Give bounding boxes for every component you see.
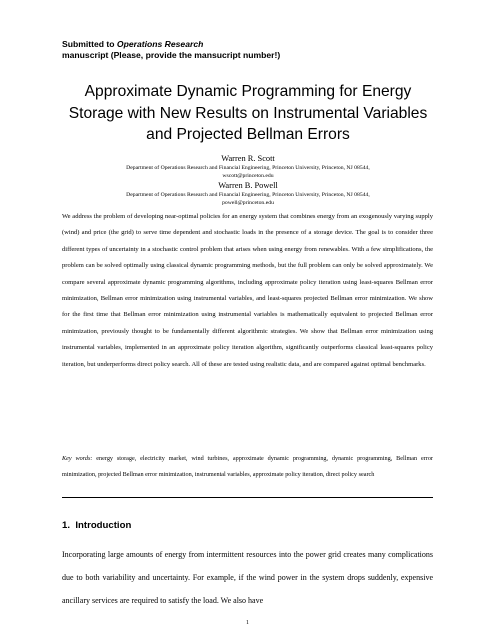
page-number: 1 [246, 620, 249, 626]
body-paragraph: Incorporating large amounts of energy from intermittent resources into the power grid creates many complications due to both variability and uncertainty. For example, if the wind power in the system drops suddenly, expensive ancillary services are required to satisfy the load. We also have [62, 550, 433, 606]
author-affiliation: Department of Operations Research and Financial Engineering, Princeton University, Princeton, NJ 08544, [126, 165, 370, 171]
author-email: wscott@princeton.edu [222, 173, 274, 179]
author-affiliation: Department of Operations Research and Financial Engineering, Princeton University, Princeton, NJ 08544, [126, 192, 370, 198]
manuscript-number-line: manuscript (Please, provide the mansucript number!) [62, 50, 281, 60]
submitted-line [62, 39, 280, 50]
journal-name: Operations Research [116, 39, 204, 49]
author-name: Warren R. Scott [221, 154, 275, 163]
section-title: Introduction [75, 520, 132, 531]
section-number: 1. [62, 520, 71, 531]
author-block-2 [40, 180, 456, 207]
divider-rule [62, 497, 433, 498]
abstract: We address the problem of developing near-optimal policies for an energy system that combines energy from an exogenously varying supply (wind) and price (the grid) to serve time dependent and stochastic loads in the presence of a storage device. The goal is to consider three different types of uncertainty in a stochastic control problem that arises when using energy from renewables. With a few simplifications, the problem can be solved optimally using classical dynamic programming methods, but the full problem can only be solved approximately. We compare several approximate dynamic programming algorithms, including approximate policy iteration using least-squares Bellman error minimization, Bellman error minimization using instrumental variables, and least-squares projected Bellman error minimization. We show for the first time that Bellman error minimization using instrumental variables is mathematically equivalent to projected Bellman error minimization, previously thought to be fundamentally different algorithmic strategies. We show that Bellman error minimization using instrumental variables, implemented in an approximate policy iteration algorithm, significantly outperforms classical least-squares policy iteration, but underperforms direct policy search. All of these are tested using realistic data, and are compared against optimal benchmarks. [62, 213, 433, 368]
keywords: Key words: energy storage, electricity market, wind turbines, approximate dynamic programming, dynamic programming, Bellman error minimization, projected Bellman error minimization, instrumental variables, approximate policy iteration, direct policy search [62, 455, 433, 479]
author-name: Warren B. Powell [218, 181, 278, 190]
submitted-prefix: Submitted to [62, 39, 117, 49]
author-block-1 [40, 153, 456, 180]
author-email: powell@princeton.edu [222, 200, 274, 206]
manuscript-header [62, 39, 280, 61]
keywords-label: Key words [62, 455, 91, 462]
section-heading [62, 520, 131, 531]
paper-title: Approximate Dynamic Programming for Energy Storage with New Results on Instrumental Variables and Projected Bellman Errors [68, 83, 428, 143]
keywords-text: energy storage, electricity market, wind turbines, approximate dynamic programming, dynamic programming, Bellman error minimization, projected Bellman error minimization, instrumental variables, approximate policy iteration, direct policy search [62, 455, 433, 479]
